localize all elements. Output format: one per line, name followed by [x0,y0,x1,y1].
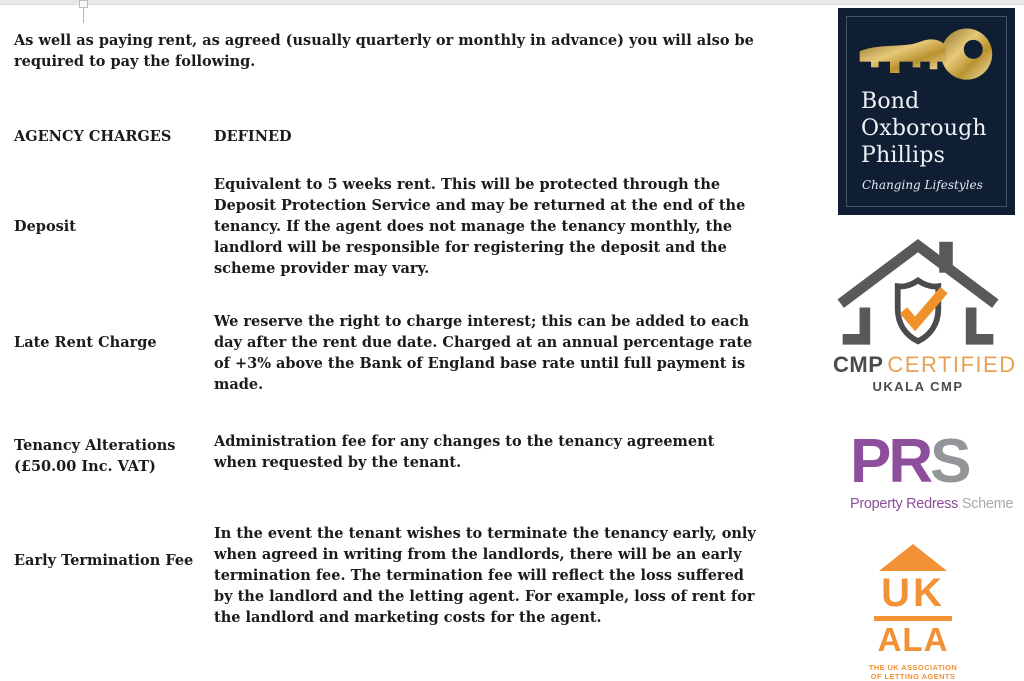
house-shield-check-icon [833,236,1003,350]
document-body [14,30,774,628]
gold-key-icon [854,24,996,88]
prs-letters-purple: PR [850,427,931,496]
column-header-agency-charges: AGENCY CHARGES [14,128,172,145]
table-row [14,431,774,477]
prs-wordmark [850,427,1010,496]
certified-text: CERTIFIED [887,352,1017,377]
cmp-text: CMP [833,352,884,377]
charge-name: Early Termination Fee [14,552,194,569]
table-header-row [14,126,774,147]
roof-triangle-icon [879,544,947,571]
charge-definition: We reserve the right to charge interest; this can be added to each day after the rent due date. Charged at an annual percentage rate of +3% above the Bank of England base rate until full payment is made. [214,313,753,393]
charge-name: Deposit [14,218,76,235]
charge-name: Tenancy Alterations (£50.00 Inc. VAT) [14,437,176,475]
bond-name-line2: Oxborough [861,116,987,141]
prs-caption [850,496,1014,512]
ukala-uk-text: UK [881,571,945,615]
charge-definition: In the event the tenant wishes to terminate the tenancy early, only when agreed in writing from the landlords, there will be an early termination fee. The termination fee will reflect the loss suffered by the landlord and the letting agent. For example, loss of rent for the landlord and marketing costs for the agent. [214,525,756,626]
prs-caption-gray: Scheme [958,496,1014,512]
charge-name: Late Rent Charge [14,334,157,351]
charge-definition: Administration fee for any changes to the tenancy agreement when requested by the tenant. [214,433,715,471]
agency-charges-table [14,126,774,628]
column-header-defined: DEFINED [214,128,292,145]
bond-oxborough-phillips-logo [838,8,1015,215]
prs-caption-purple: Property Redress [850,496,959,512]
prs-logo [850,427,1014,512]
bond-logo-wordmark [861,88,987,169]
charge-definition: Equivalent to 5 weeks rent. This will be protected through the Deposit Protection Service and may be returned at the end of the tenancy. If the agent does not manage the tenancy monthly, the landlord will be responsible for registering the deposit and the scheme provider may vary. [214,176,746,277]
ukala-ala-text: ALA [877,621,949,658]
bond-name-line1: Bond [861,89,920,114]
cmp-certified-logo [833,236,1017,394]
intro-paragraph: As well as paying rent, as agreed (usually quarterly or monthly in advance) you will also be required to pay the following. [14,32,754,70]
table-row [14,523,774,628]
text-cursor-marker [79,0,88,8]
ukala-logo [857,544,969,681]
cmp-certified-wordmark [833,352,1017,378]
table-row [14,311,774,395]
ukala-caption-line2: OF LETTING AGENTS [870,672,956,681]
bond-name-line3: Phillips [861,143,946,168]
ukala-caption-line1: THE UK ASSOCIATION [868,663,958,672]
window-top-edge [0,0,1024,5]
ukala-cmp-text: UKALA CMP [872,379,964,394]
prs-letter-gray: S [930,427,969,496]
text-cursor-line [83,8,84,23]
table-row [14,174,774,279]
bond-logo-tagline: Changing Lifestyles [862,178,983,192]
ukala-caption [857,663,969,681]
